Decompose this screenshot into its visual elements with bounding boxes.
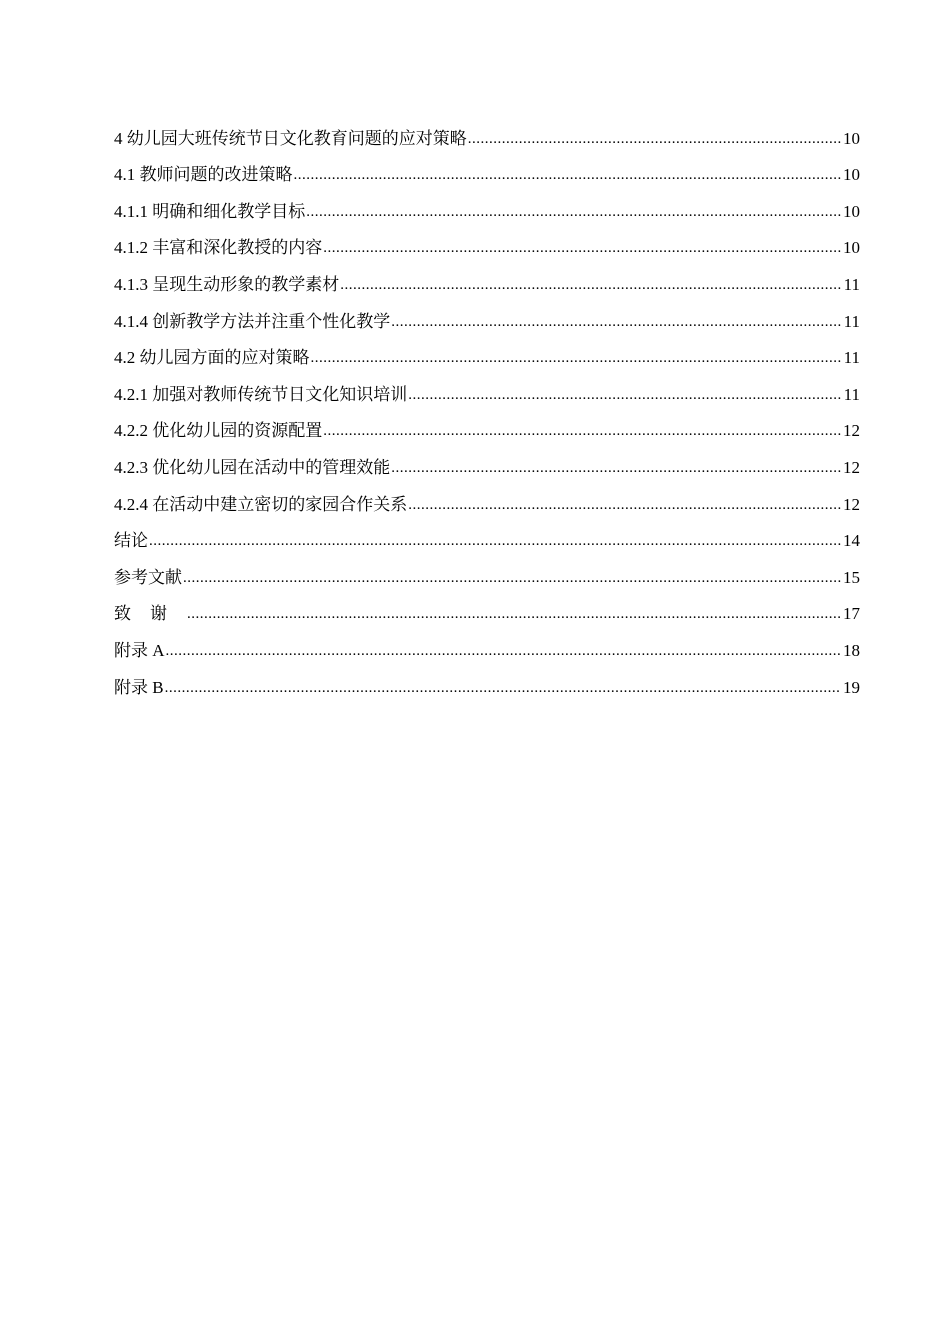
toc-entry[interactable]: [114, 407, 860, 444]
toc-entry[interactable]: [114, 297, 860, 334]
toc-entry-page: 12: [843, 494, 860, 514]
toc-entry[interactable]: [114, 517, 860, 554]
toc-entry-title: 4.1.4 创新教学方法并注重个性化教学: [114, 311, 391, 331]
toc-entry-title: 4.2 幼儿园方面的应对策略: [114, 348, 310, 368]
toc-dot-leader: [187, 602, 841, 626]
toc-entry-page: 11: [843, 274, 860, 294]
toc-entry-title: 参考文献: [114, 567, 182, 587]
toc-entry[interactable]: [114, 480, 860, 517]
toc-entry[interactable]: [114, 224, 860, 261]
toc-dot-leader: [408, 493, 841, 517]
toc-entry-title: 结论: [114, 531, 148, 551]
toc-entry[interactable]: [114, 590, 860, 627]
toc-entry-title: 4 幼儿园大班传统节日文化教育问题的应对策略: [114, 128, 467, 148]
toc-entry-page: 11: [843, 348, 860, 368]
toc-dot-leader: [408, 383, 841, 407]
toc-entry[interactable]: [114, 260, 860, 297]
toc-entry[interactable]: [114, 151, 860, 188]
toc-entry-title: 4.1.2 丰富和深化教授的内容: [114, 238, 323, 258]
toc-entry-title: 4.2.4 在活动中建立密切的家园合作关系: [114, 494, 408, 514]
toc-entry-page: 11: [843, 311, 860, 331]
toc-dot-leader: [306, 200, 841, 224]
toc-entry-title: 附录 A: [114, 640, 165, 660]
toc-entry-title: 附录 B: [114, 677, 164, 697]
toc-entry-page: 12: [843, 421, 860, 441]
toc-dot-leader: [183, 566, 841, 590]
toc-dot-leader: [149, 529, 841, 553]
toc-entry[interactable]: [114, 553, 860, 590]
toc-dot-leader: [165, 676, 841, 700]
toc-entry[interactable]: [114, 626, 860, 663]
toc-dot-leader: [323, 419, 841, 443]
toc-dot-leader: [323, 236, 841, 260]
toc-entry-page: 10: [843, 238, 860, 258]
toc-entry[interactable]: [114, 114, 860, 151]
toc-entry-page: 15: [843, 567, 860, 587]
table-of-contents: [114, 114, 860, 700]
toc-entry[interactable]: [114, 443, 860, 480]
toc-entry-title: 4.2.2 优化幼儿园的资源配置: [114, 421, 323, 441]
toc-entry[interactable]: [114, 370, 860, 407]
toc-entry-page: 10: [843, 128, 860, 148]
toc-entry-page: 14: [843, 531, 860, 551]
toc-dot-leader: [391, 310, 841, 334]
toc-entry-page: 19: [843, 677, 860, 697]
toc-entry-page: 10: [843, 165, 860, 185]
toc-dot-leader: [340, 273, 841, 297]
toc-entry[interactable]: [114, 334, 860, 371]
toc-entry-page: 11: [843, 384, 860, 404]
toc-entry-page: 17: [843, 604, 860, 624]
toc-entry-title: 4.1.1 明确和细化教学目标: [114, 201, 306, 221]
toc-entry-page: 10: [843, 201, 860, 221]
toc-entry[interactable]: [114, 187, 860, 224]
toc-entry[interactable]: [114, 663, 860, 700]
toc-entry-page: 18: [843, 640, 860, 660]
toc-entry-title: 4.1.3 呈现生动形象的教学素材: [114, 274, 340, 294]
toc-dot-leader: [391, 456, 841, 480]
toc-dot-leader: [166, 639, 841, 663]
toc-entry-page: 12: [843, 457, 860, 477]
toc-dot-leader: [294, 163, 842, 187]
toc-dot-leader: [468, 127, 841, 151]
toc-entry-title: 4.2.1 加强对教师传统节日文化知识培训: [114, 384, 408, 404]
toc-entry-title: 致谢: [114, 604, 186, 624]
toc-entry-title: 4.2.3 优化幼儿园在活动中的管理效能: [114, 457, 391, 477]
toc-dot-leader: [311, 346, 842, 370]
toc-entry-title: 4.1 教师问题的改进策略: [114, 165, 293, 185]
